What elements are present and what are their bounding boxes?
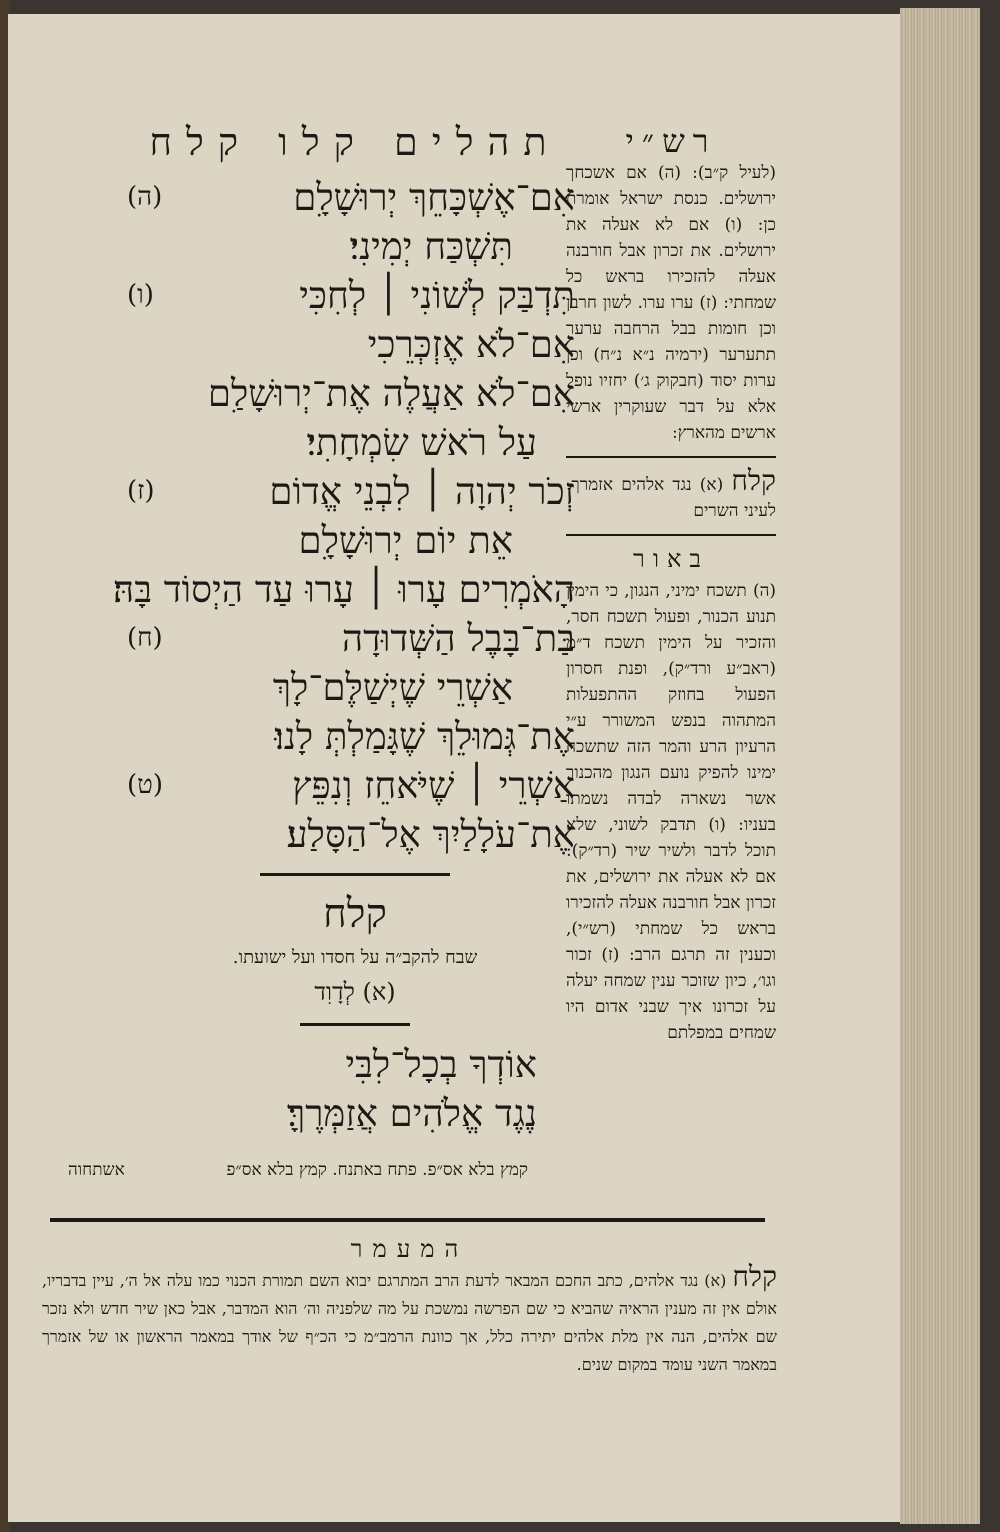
verse-line [135, 418, 575, 467]
verse-text: אֵת יוֹם יְרוּשָׁלָ͏ִם [298, 519, 513, 562]
verse-text: תִּשְׁכַּח יְמִינִי׃ [349, 225, 513, 268]
chapter-number: קלח [323, 891, 387, 937]
chapter-divider [260, 873, 450, 876]
chapter-verse-line: אוֹדְךָ בְכָל־לִבִּי [345, 1043, 537, 1086]
page-edges [900, 8, 980, 1524]
chapter-heading: שבח להקב״ה על חסדו ועל ישועתו. [232, 947, 478, 968]
biur-title: באור [633, 545, 709, 573]
verse-text: אֶת־עֹלָלַיִךְ אֶל־הַסָּלַע׃ [286, 813, 575, 856]
verse-line [135, 320, 575, 369]
verse-line [127, 761, 575, 810]
rashi-138-word: קלח [731, 464, 776, 497]
biur-text: (ה) תשכח ימיני, הנגון, כי הימין תנוע הכנור, ופעול תשכח חסר, והזכיר על הימין תשכח ד״מ (ראב״ע ורד״ק), ופנת חסרון הפעול בחוזק ההתפעלות המתהוה בנפש המשורר ע״י הרעיון הרע והמר הזה שתשכח ימינו להפיק נועם הנגון מהכנור אשר נשארה לבדה נשמתו בעניו: (ו) תדבק לשוני, שלא תוכל לדבר ולשיר שיר (רד״ק): אם לא אעלה את ירושלים, את זכרון אבל חורבנה אעלה להזכירו בראש כל שמחתי (רש״י), וכענין זה תרגם הרב: (ז) זכור וגו׳, כיון שזוכר ענין שמחה יעלה על זכרונו איך שבני אדום היו שמחים במפלתם [566, 581, 776, 1043]
verse-line [127, 614, 575, 663]
catchword: אשתחוה [68, 1160, 125, 1180]
verse-line [112, 565, 575, 614]
chapter-superscription: (א) לְדָוִד [314, 978, 396, 1006]
verse-line [135, 516, 575, 565]
bottom-commentary [42, 1235, 777, 1379]
rashi-divider [566, 456, 776, 458]
verse-line [127, 173, 575, 222]
psalm-column [112, 120, 575, 1138]
rashi-title: רש״י [625, 122, 717, 160]
verse-line [127, 271, 575, 320]
verse-line [135, 222, 575, 271]
verse-text: אֶת־גְּמוּלֵךְ שֶׁגָּמַלְתְּ לָנוּ׃ [274, 715, 575, 758]
verse-text: הָאֹמְרִים עָרוּ ׀ עָרוּ עַד הַיְסוֹד בָּהּ׃ [112, 568, 575, 611]
page-title: תהלים קלו קלח [149, 120, 561, 164]
verse-line [127, 467, 575, 516]
commentary-column [566, 122, 776, 1046]
superscription-divider [300, 1023, 410, 1026]
verse-number: (ט) [127, 770, 163, 800]
verse-text: אִם־אֶשְׁכָּחֵךְ יְרוּשָׁלָ͏ִם [293, 176, 575, 219]
masoretic-note-line [68, 1160, 528, 1180]
bottom-text-block [42, 1260, 778, 1379]
bottom-divider [50, 1218, 765, 1222]
chapter-verse-line: נֶגֶד אֱלֹהִים אֲזַמְּרֶךָּ׃ [287, 1092, 537, 1135]
verse-number: (ז) [127, 476, 155, 506]
verse-text: אִם־לֹא אֶזְכְּרֵכִי [367, 323, 575, 366]
verse-line [135, 810, 575, 859]
verse-text: אַשְׁרֵי שֶׁיְשַׁלֶּם־לָךְ [272, 666, 513, 709]
verse-line [135, 712, 575, 761]
rashi-text: (לעיל ק״ב): (ה) אם אשכחך ירושלים. כנסת ישראל אומרת כן: (ו) אם לא אעלה את ירושלים. את זכרון אבל חורבנה אעלה להזכירו בראש כל שמחתי: (ז) ערו ערו. לשון חרבן וכן חומות בבל הרחבה ערער תתערער (ירמיה נ״א נ״ח) וכן ערות יסוד (חבקוק ג׳) יחזיו נופל אלא על דבר שעוקרין ארשי ארשים מהארץ: [566, 163, 776, 443]
rashi-138-text: (א) נגד אלהים אזמרך. לעיני השרים [566, 475, 776, 521]
verse-text: עַל רֹאשׁ שִׂמְחָתִי׃ [306, 421, 537, 464]
verse-number: (ו) [127, 280, 154, 310]
verse-number: (ח) [127, 623, 163, 653]
verse-number: (ה) [127, 182, 163, 212]
verse-text: אִם־לֹא אַעֲלֶה אֶת־יְרוּשָׁלַ͏ִם [207, 372, 575, 415]
bottom-title: המעמר [350, 1235, 469, 1263]
verse-line [135, 663, 575, 712]
bottom-text: (א) נגד אלהים, כתב החכם המבאר לדעת הרב המתרגם יבוא השם תמורת הכנוי כמו עלה אל ה׳, עיין בדבריו, אולם אין זה מענין הראיה שהביא כי שם הפרשה נמשכת על מה שלפניה וה׳ הוא המדבר, אבל כאן שיר חדש ולא נזכר שם אלהים, הנה אין מלת אלהים יתירה כלל, אך כוונת הרמב״מ כי הכ״ף של אודך במאמר הראשון או של אזמרך במאמר השני עומד במקום שנים. [42, 1271, 778, 1374]
verse-text: זְכֹר יְהוָה ׀ לִבְנֵי אֱדוֹם [269, 470, 575, 513]
verse-list [112, 173, 575, 859]
biur-divider [566, 534, 776, 536]
verse-line [135, 369, 575, 418]
verse-text: בַּת־בָּבֶל הַשְּׁדוּדָה [341, 617, 575, 660]
bottom-lead-word: קלח [732, 1260, 778, 1293]
verse-text: תִּדְבַּק לְשׁוֹנִי ׀ לְחִכִּי [299, 274, 575, 317]
masoretic-note: קמץ בלא אס״פ. פתח באתנח. קמץ בלא אס״פ [226, 1160, 528, 1180]
verse-text: אַשְׁרֵי ׀ שֶׁיֹּאחֵז וְנִפֵּץ [292, 764, 575, 807]
rashi-138-block [566, 464, 776, 524]
